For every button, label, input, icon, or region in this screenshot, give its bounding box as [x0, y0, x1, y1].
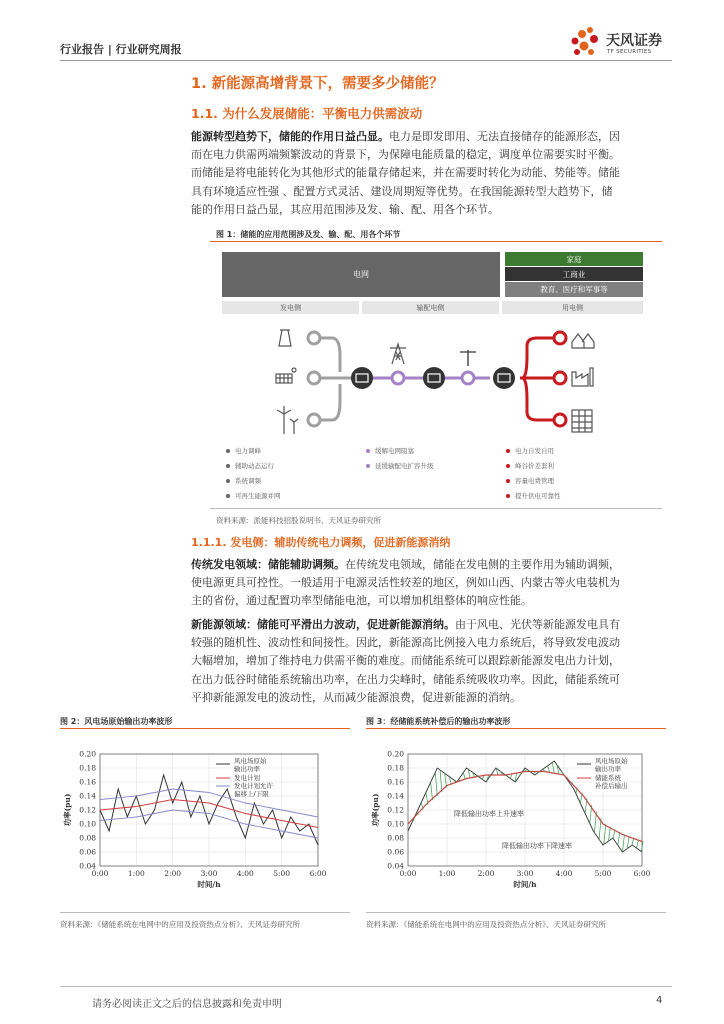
figure-1-rule: [210, 241, 662, 242]
para-line: 由于风电、光伏等新能源发电具有: [455, 618, 620, 631]
node-circle: [392, 372, 404, 384]
x-tick-label: 4:00: [236, 869, 254, 878]
section-heading: 1. 新能源高增背景下，需要多少储能？: [191, 76, 444, 92]
y-tick-label: 0.06: [387, 847, 404, 857]
disclaimer: 请务必阅读正文之后的信息披露和免责申明: [92, 999, 282, 1010]
figure-3-source: 资料来源：《储能系统在电网中的应用及投资热点分析》、天风证券研究所: [366, 920, 606, 929]
para-bold: 新能源领域：储能可平滑出力波动，促进新能源消纳。: [191, 618, 455, 631]
y-tick-label: 0.12: [387, 805, 404, 815]
col-consumption: 用电侧: [502, 301, 643, 314]
logo-text: 天风证券: [606, 33, 662, 49]
y-tick-label: 0.12: [79, 805, 96, 815]
legend-generation: [226, 443, 281, 503]
para-line: 电力是即发即用、无法直接储存的能源形态，因: [389, 130, 620, 143]
node-circle: [554, 372, 566, 384]
page-number: 4: [656, 995, 663, 1006]
legend-item: 辅助动态运行: [235, 462, 274, 470]
x-tick-label: 3:00: [200, 869, 218, 878]
x-tick-label: 0:00: [91, 869, 109, 878]
annotation-fall: 降低输出功率下降速率: [502, 842, 572, 850]
figure-3-title: 图 3：经储能系统补偿后的输出功率波形: [366, 717, 511, 726]
compensation-hatch: [548, 766, 550, 772]
y-axis-label: 功率(pu): [371, 793, 380, 827]
para-line: 具有环境适应性强 、配置方式灵活、建设周期短等优势。在我国能源转型大趋势下，储: [191, 184, 613, 198]
para-line: 较强的随机性、波动性和间接性。因此，新能源高比例接入电力系统后，将导致发电波动: [191, 636, 620, 650]
x-tick-label: 3:00: [516, 869, 534, 878]
compensation-hatch: [463, 772, 465, 779]
legend-label: 风电场原始: [595, 757, 628, 765]
legend-item: 可再生能源并网: [235, 492, 281, 500]
para-line: 而在电力供需两端频繁波动的背景下，为保障电能质量的稳定，调度单位需要实时平衡。: [191, 148, 620, 162]
figure-2-title: 图 2：风电场原始输出功率波形: [60, 717, 173, 726]
y-tick-label: 0.06: [79, 847, 96, 857]
x-tick-label: 2:00: [164, 869, 182, 878]
figure-3-rule: [366, 728, 666, 729]
compensation-hatch: [435, 772, 437, 796]
para-line: 能的作用日益凸显，其应用范围涉及发、输、配、用各个环节。: [191, 202, 499, 216]
para-line: 在传统发电领域，储能在发电侧的主要作用为辅助调频，: [345, 558, 620, 571]
footer-divider: [60, 986, 672, 987]
figure-3-bottom-rule: [366, 912, 666, 913]
battery-icon: [423, 367, 445, 389]
x-tick-label: 5:00: [594, 869, 612, 878]
x-axis-label: 时间/h: [197, 880, 221, 889]
legend-label: 储能系统: [595, 774, 621, 782]
compensation-hatch: [623, 835, 625, 853]
compensation-hatch: [552, 762, 554, 773]
y-tick-label: 0.04: [387, 861, 404, 871]
node-circle: [554, 332, 566, 344]
figure-1-bottom-rule: [210, 508, 662, 509]
y-tick-label: 0.10: [387, 819, 404, 829]
legend-item: 延缓输配电扩容升级: [375, 462, 434, 470]
y-tick-label: 0.08: [79, 833, 96, 843]
y-tick-label: 0.20: [79, 749, 96, 759]
utility-pole-icon: [460, 350, 476, 366]
logo-text-en: TF SECURITIES: [607, 49, 652, 55]
x-tick-label: 1:00: [127, 869, 145, 878]
x-tick-label: 6:00: [633, 869, 651, 878]
header-divider: [60, 60, 672, 61]
col-transmission: 输配电侧: [362, 301, 499, 314]
compensation-hatch: [613, 829, 615, 838]
legend-item: 电力自发自用: [515, 447, 554, 455]
y-tick-label: 0.14: [79, 791, 96, 801]
compensation-hatch: [618, 832, 620, 845]
legend-label: 发电计划允许: [234, 782, 273, 790]
figure-2-bottom-rule: [60, 912, 350, 913]
node-circle: [308, 332, 320, 344]
y-tick-label: 0.20: [387, 749, 404, 759]
y-tick-label: 0.18: [387, 763, 404, 773]
compensation-hatch: [510, 774, 512, 778]
x-tick-label: 5:00: [273, 869, 291, 878]
paragraph-3: [191, 616, 673, 707]
x-tick-label: 2:00: [477, 869, 495, 878]
figure-1-title: 图 1：储能的应用范围涉及发、输、配、用各个环节: [216, 230, 401, 239]
chart-wind-compensated: [372, 748, 662, 898]
para-line: 使电源更具可控性。一般适用于电源灵活性较差的地区，例如山西、内蒙古等火电装机为: [191, 576, 620, 590]
compensation-hatch: [431, 782, 433, 800]
wind-turbine-icon: [277, 406, 298, 434]
power-plant-icon: [279, 330, 291, 346]
node-circle: [308, 414, 320, 426]
legend-item: 容量电费管理: [515, 477, 554, 485]
grid-band: 电网: [222, 252, 500, 297]
node-circle: [308, 372, 320, 384]
y-tick-label: 0.08: [387, 833, 404, 843]
legend-item: 提升供电可靠性: [515, 492, 561, 500]
box-household: 家庭: [505, 252, 643, 266]
storage-diagram: [222, 316, 644, 436]
compensation-hatch: [445, 773, 447, 787]
figure-1-source: 资料来源：派能科技招股说明书、天风证券研究所: [216, 516, 381, 525]
factory-icon: [572, 368, 593, 386]
subsubsection-heading: 1.1.1. 发电侧：辅助传统电力调频，促进新能源消纳: [191, 536, 451, 549]
legend-item: 峰谷价差套利: [515, 462, 554, 470]
x-tick-label: 0:00: [399, 869, 417, 878]
compensation-hatch: [608, 827, 610, 841]
legend-item: 电力调峰: [235, 447, 261, 455]
compensation-hatch: [590, 805, 592, 823]
legend-label: 发电计划: [234, 774, 260, 782]
house-icon: [572, 334, 594, 348]
node-circle: [462, 372, 474, 384]
x-tick-label: 6:00: [309, 869, 327, 878]
compensation-hatch: [637, 840, 639, 849]
para-line: 大幅增加，增加了维持电力供需平衡的难度。而储能系统可以跟踪新能源发电出力计划，: [191, 654, 620, 668]
para-line: 平抑新能源发电的波动性，从而减少能源浪费，促进新能源的消纳。: [191, 690, 521, 704]
paragraph-1: [191, 128, 673, 219]
y-tick-label: 0.16: [79, 777, 96, 787]
box-education: 教育、医疗和军事等: [505, 282, 643, 297]
x-tick-label: 1:00: [438, 869, 456, 878]
legend-transmission: [366, 443, 434, 473]
chart-wind-original: [63, 748, 336, 898]
figure-2-source: 资料来源：《储能系统在电网中的应用及投资热点分析》、天风证券研究所: [60, 920, 300, 929]
paragraph-2: [191, 556, 673, 611]
legend-label: 补偿后输出: [595, 782, 628, 790]
transmission-tower-icon: [390, 344, 406, 364]
legend-label: 输出功率: [595, 765, 621, 773]
building-icon: [572, 410, 592, 432]
battery-icon: [493, 367, 515, 389]
compensation-hatch: [632, 838, 634, 845]
x-axis-label: 时间/h: [513, 880, 537, 889]
y-tick-label: 0.10: [79, 819, 96, 829]
legend-label: 输出功率: [234, 765, 260, 773]
box-industry: 工商业: [505, 267, 643, 281]
battery-icon: [351, 367, 373, 389]
para-bold: 能源转型趋势下，储能的作用日益凸显。: [191, 130, 389, 143]
y-tick-label: 0.14: [387, 791, 404, 801]
y-tick-label: 0.18: [79, 763, 96, 773]
report-type: 行业报告 | 行业研究周报: [60, 43, 182, 56]
x-tick-label: 4:00: [555, 869, 573, 878]
solar-panel-icon: [276, 368, 296, 383]
para-line: 在出力低谷时储能系统输出功率，在出力尖峰时，储能系统吸收功率。因此，储能系统可: [191, 672, 620, 686]
y-tick-label: 0.04: [79, 861, 96, 871]
legend-item: 系统调频: [235, 477, 261, 485]
para-line: 主的省份，通过配置功率型储能电池，可以增加机组整体的响应性能。: [191, 594, 532, 608]
y-axis-label: 功率(pu): [63, 793, 72, 827]
legend-consumption: [506, 443, 561, 503]
legend-item: 缓解电网阻塞: [375, 447, 414, 455]
node-circle: [554, 414, 566, 426]
annotation-rise: 降低输出功率上升速率: [454, 810, 524, 818]
col-generation: 发电侧: [222, 301, 359, 314]
subsection-heading: 1.1. 为什么发展储能：平衡电力供需波动: [191, 106, 423, 121]
legend-label: 偏移上/下限: [234, 790, 269, 798]
compensation-hatch: [599, 818, 601, 839]
legend-label: 风电场原始: [234, 757, 267, 765]
compensation-hatch: [604, 824, 606, 844]
y-tick-label: 0.16: [387, 777, 404, 787]
compensation-hatch: [440, 770, 442, 792]
compensation-hatch: [594, 812, 596, 833]
para-bold: 传统发电领域：储能辅助调频。: [191, 558, 345, 571]
para-line: 而储能是将电能转化为其他形式的能量存储起来，并在需要时转化为动能、势能等。储能: [191, 166, 620, 180]
figure-2-rule: [60, 728, 350, 729]
